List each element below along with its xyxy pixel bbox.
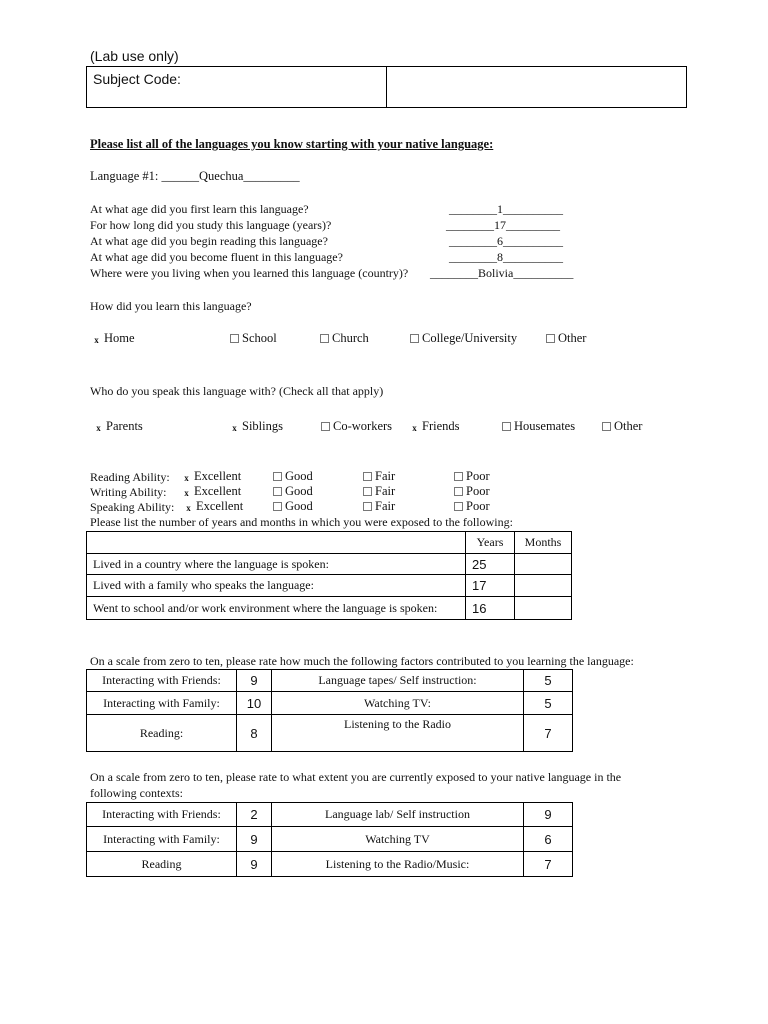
rate-value[interactable]: 9 bbox=[237, 670, 272, 692]
reading-ability-label: Reading Ability: bbox=[90, 470, 170, 484]
option-housemates[interactable]: Housemates bbox=[502, 419, 575, 434]
question-study-years: For how long did you study this language (years)? bbox=[90, 218, 332, 232]
checkbox-checked-icon[interactable]: x bbox=[184, 473, 189, 483]
rate-value[interactable]: 9 bbox=[237, 852, 272, 877]
checkbox-empty-icon[interactable] bbox=[363, 472, 372, 481]
rate-label: Watching TV bbox=[272, 827, 524, 852]
table-row bbox=[87, 803, 573, 827]
rate-value[interactable]: 9 bbox=[524, 803, 573, 827]
exposure-months-cell[interactable] bbox=[515, 597, 572, 620]
exposure-row-label: Lived in a country where the language is spoken: bbox=[87, 554, 466, 575]
subject-code-field[interactable] bbox=[387, 67, 687, 108]
checkbox-empty-icon[interactable] bbox=[602, 422, 611, 431]
table-row bbox=[87, 597, 572, 620]
exposure-table bbox=[86, 531, 572, 620]
reading-good[interactable]: Good bbox=[273, 469, 313, 484]
checkbox-checked-icon[interactable]: x bbox=[184, 488, 189, 498]
subject-code-table bbox=[86, 66, 687, 108]
answer-country: ________Bolivia__________ bbox=[430, 266, 574, 280]
exposure-years-cell[interactable]: 17 bbox=[466, 575, 515, 597]
rate-value[interactable]: 8 bbox=[237, 715, 272, 752]
exposure-years-cell[interactable]: 25 bbox=[466, 554, 515, 575]
reading-excellent[interactable]: x Excellent bbox=[182, 469, 241, 484]
option-school[interactable]: School bbox=[230, 331, 277, 346]
option-coworkers[interactable]: Co-workers bbox=[321, 419, 392, 434]
rate-value[interactable]: 10 bbox=[237, 692, 272, 715]
reading-poor[interactable]: Poor bbox=[454, 469, 490, 484]
rate-table-1 bbox=[86, 669, 573, 752]
question-first-learn: At what age did you first learn this language? bbox=[90, 202, 309, 216]
checkbox-empty-icon[interactable] bbox=[546, 334, 555, 343]
answer-fluent-age: ________8__________ bbox=[449, 250, 563, 264]
writing-poor[interactable]: Poor bbox=[454, 484, 490, 499]
table-row bbox=[87, 715, 573, 752]
option-other-speak[interactable]: Other bbox=[602, 419, 642, 434]
rate-instruction-1: On a scale from zero to ten, please rate how much the following factors contributed to you learning the language: bbox=[90, 654, 634, 668]
checkbox-empty-icon[interactable] bbox=[321, 422, 330, 431]
option-friends[interactable]: x Friends bbox=[410, 419, 460, 434]
writing-good[interactable]: Good bbox=[273, 484, 313, 499]
checkbox-empty-icon[interactable] bbox=[454, 472, 463, 481]
rate-instruction-2b: following contexts: bbox=[90, 786, 183, 800]
languages-instruction: Please list all of the languages you know starting with your native language: bbox=[90, 137, 494, 151]
rate-label: Language tapes/ Self instruction: bbox=[272, 670, 524, 692]
rate-instruction-2a: On a scale from zero to ten, please rate to what extent you are currently exposed to your native language in the bbox=[90, 770, 622, 784]
table-row bbox=[87, 670, 573, 692]
rate-label: Reading bbox=[87, 852, 237, 877]
answer-study-years: ________17_________ bbox=[446, 218, 560, 232]
checkbox-checked-icon[interactable]: x bbox=[96, 423, 101, 433]
checkbox-empty-icon[interactable] bbox=[454, 487, 463, 496]
checkbox-empty-icon[interactable] bbox=[230, 334, 239, 343]
checkbox-checked-icon[interactable]: x bbox=[186, 503, 191, 513]
rate-value[interactable]: 5 bbox=[524, 670, 573, 692]
question-country: Where were you living when you learned this language (country)? bbox=[90, 266, 409, 280]
rate-label: Interacting with Family: bbox=[87, 692, 237, 715]
checkbox-empty-icon[interactable] bbox=[273, 502, 282, 511]
rate-value[interactable]: 2 bbox=[237, 803, 272, 827]
checkbox-empty-icon[interactable] bbox=[454, 502, 463, 511]
checkbox-checked-icon[interactable]: x bbox=[232, 423, 237, 433]
table-row bbox=[87, 852, 573, 877]
rate-label: Listening to the Radio/Music: bbox=[272, 852, 524, 877]
speaking-poor[interactable]: Poor bbox=[454, 499, 490, 514]
rate-label: Watching TV: bbox=[272, 692, 524, 715]
rate-value[interactable]: 6 bbox=[524, 827, 573, 852]
answer-first-learn: ________1__________ bbox=[449, 202, 563, 216]
exposure-years-cell[interactable]: 16 bbox=[466, 597, 515, 620]
rate-label: Listening to the Radio bbox=[272, 715, 524, 752]
answer-reading-age: ________6__________ bbox=[449, 234, 563, 248]
subject-code-label: Subject Code: bbox=[87, 67, 387, 108]
checkbox-empty-icon[interactable] bbox=[363, 502, 372, 511]
writing-excellent[interactable]: x Excellent bbox=[182, 484, 241, 499]
exposure-header-years: Years bbox=[466, 532, 515, 554]
exposure-row-label: Went to school and/or work environment where the language is spoken: bbox=[87, 597, 466, 620]
table-row bbox=[87, 554, 572, 575]
how-learn-question: How did you learn this language? bbox=[90, 299, 252, 313]
rate-value[interactable]: 9 bbox=[237, 827, 272, 852]
speaking-ability-label: Speaking Ability: bbox=[90, 500, 175, 514]
writing-fair[interactable]: Fair bbox=[363, 484, 395, 499]
table-row bbox=[87, 692, 573, 715]
option-siblings[interactable]: x Siblings bbox=[230, 419, 283, 434]
exposure-instruction: Please list the number of years and months in which you were exposed to the following: bbox=[90, 515, 513, 529]
question-fluent-age: At what age did you become fluent in this language? bbox=[90, 250, 343, 264]
checkbox-empty-icon[interactable] bbox=[320, 334, 329, 343]
language-1-line: Language #1: ______Quechua_________ bbox=[90, 169, 300, 183]
rate-label: Language lab/ Self instruction bbox=[272, 803, 524, 827]
rate-label: Interacting with Friends: bbox=[87, 803, 237, 827]
rate-label: Reading: bbox=[87, 715, 237, 752]
checkbox-checked-icon[interactable]: x bbox=[412, 423, 417, 433]
option-church[interactable]: Church bbox=[320, 331, 369, 346]
option-college[interactable]: College/University bbox=[410, 331, 517, 346]
question-reading-age: At what age did you begin reading this language? bbox=[90, 234, 328, 248]
rate-table-2 bbox=[86, 802, 573, 877]
checkbox-empty-icon[interactable] bbox=[273, 487, 282, 496]
rate-value[interactable]: 5 bbox=[524, 692, 573, 715]
exposure-header-months: Months bbox=[515, 532, 572, 554]
reading-fair[interactable]: Fair bbox=[363, 469, 395, 484]
exposure-header-blank bbox=[87, 532, 466, 554]
exposure-row-label: Lived with a family who speaks the language: bbox=[87, 575, 466, 597]
rate-value[interactable]: 7 bbox=[524, 715, 573, 752]
option-home[interactable]: x Home bbox=[92, 331, 135, 346]
table-row bbox=[87, 827, 573, 852]
speak-with-question: Who do you speak this language with? (Check all that apply) bbox=[90, 384, 384, 398]
rate-label: Interacting with Friends: bbox=[87, 670, 237, 692]
exposure-months-cell[interactable] bbox=[515, 554, 572, 575]
exposure-months-cell[interactable] bbox=[515, 575, 572, 597]
table-row bbox=[87, 575, 572, 597]
speaking-good[interactable]: Good bbox=[273, 499, 313, 514]
checkbox-checked-icon[interactable]: x bbox=[94, 335, 99, 345]
speaking-excellent[interactable]: x Excellent bbox=[184, 499, 243, 514]
speaking-fair[interactable]: Fair bbox=[363, 499, 395, 514]
rate-label: Interacting with Family: bbox=[87, 827, 237, 852]
rate-value[interactable]: 7 bbox=[524, 852, 573, 877]
option-parents[interactable]: x Parents bbox=[94, 419, 143, 434]
checkbox-empty-icon[interactable] bbox=[410, 334, 419, 343]
checkbox-empty-icon[interactable] bbox=[363, 487, 372, 496]
checkbox-empty-icon[interactable] bbox=[502, 422, 511, 431]
checkbox-empty-icon[interactable] bbox=[273, 472, 282, 481]
option-other-learn[interactable]: Other bbox=[546, 331, 586, 346]
lab-use-label: (Lab use only) bbox=[90, 48, 179, 64]
writing-ability-label: Writing Ability: bbox=[90, 485, 167, 499]
